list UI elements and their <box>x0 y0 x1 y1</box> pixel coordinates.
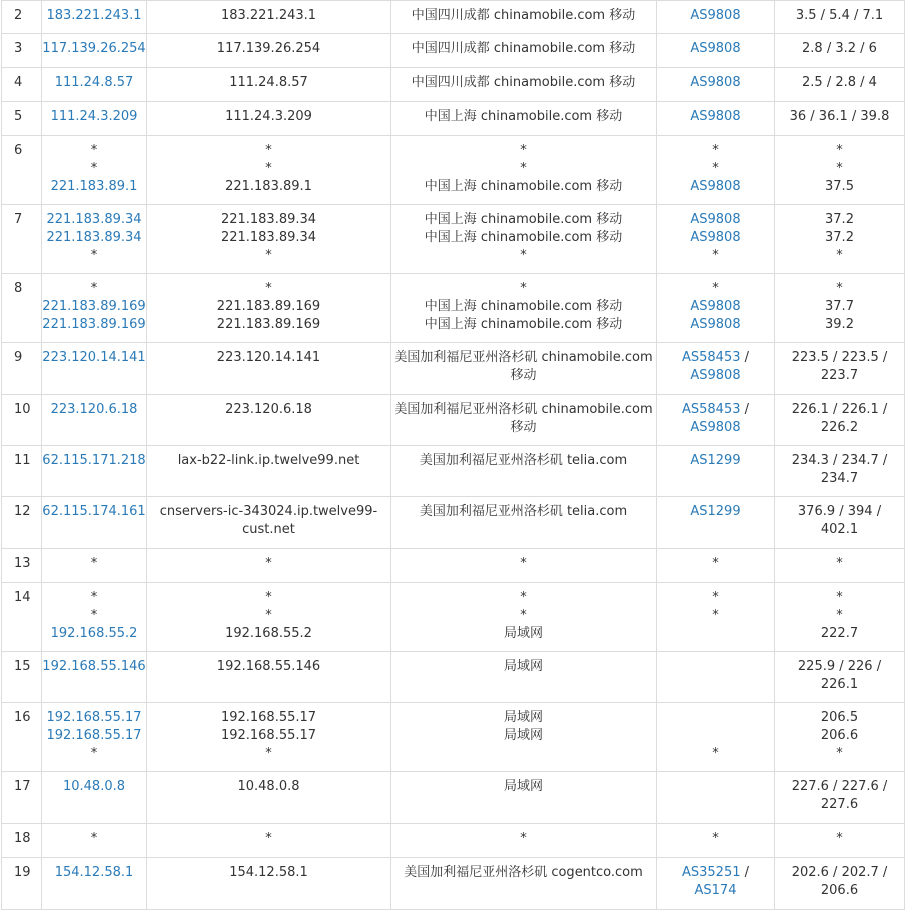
hostname-cell <box>147 772 391 824</box>
hop-row <box>2 343 905 395</box>
hostname: * <box>265 608 272 623</box>
location-cell <box>391 497 657 549</box>
hop-number: 4 <box>14 75 23 90</box>
hop-number: 5 <box>14 109 23 124</box>
asn-cell <box>657 136 775 205</box>
hop-row <box>2 1 905 34</box>
ip-address-cell <box>42 652 147 703</box>
location: * <box>520 608 527 623</box>
hostname-cell <box>147 858 391 910</box>
hostname: 111.24.3.209 <box>225 109 312 124</box>
location: 局域网 <box>503 626 543 641</box>
asn-link[interactable]: AS9808 <box>690 299 741 314</box>
latency-cell <box>775 68 905 102</box>
hop-number-cell <box>2 68 42 102</box>
asn-cell <box>657 652 775 703</box>
hop-number: 18 <box>14 831 31 846</box>
ip-address-cell <box>42 205 147 274</box>
ip-address[interactable]: 111.24.8.57 <box>54 75 134 90</box>
hop-number: 9 <box>14 350 23 365</box>
hop-row <box>2 34 905 68</box>
hostname: * <box>265 281 272 296</box>
hop-number-cell <box>2 858 42 910</box>
latency-cell <box>775 824 905 858</box>
ip-address: * <box>90 143 98 158</box>
asn-link[interactable]: AS1299 <box>690 453 741 468</box>
asn-cell <box>657 772 775 824</box>
hop-row <box>2 652 905 703</box>
hop-row <box>2 824 905 858</box>
hostname: 154.12.58.1 <box>229 865 308 880</box>
ip-address-cell <box>42 703 147 772</box>
latency-values: 202.6 / 202.7 / 206.6 <box>791 865 888 898</box>
hostname: 221.183.89.1 <box>225 179 312 194</box>
asn-cell <box>657 703 775 772</box>
ip-address[interactable]: 221.183.89.34 <box>46 212 142 227</box>
asn-link[interactable]: AS174 <box>694 883 737 898</box>
location-cell <box>391 395 657 446</box>
hop-number: 8 <box>14 281 23 296</box>
asn-link[interactable]: AS9808 <box>690 317 741 332</box>
hostname-cell <box>147 703 391 772</box>
asn-cell <box>657 549 775 583</box>
hostname: * <box>265 248 272 263</box>
asn-link[interactable]: AS35251 <box>681 865 741 880</box>
location: 美国加利福尼亚州洛杉矶 telia.com <box>419 453 628 468</box>
latency-cell <box>775 497 905 549</box>
latency-cell <box>775 102 905 136</box>
hop-number: 11 <box>14 453 31 468</box>
hostname: * <box>265 590 272 605</box>
hop-row <box>2 583 905 652</box>
location: 中国四川成都 chinamobile.com 移动 <box>411 41 636 56</box>
asn-cell <box>657 824 775 858</box>
ip-address: * <box>90 590 98 605</box>
location: * <box>520 143 527 158</box>
hop-row <box>2 703 905 772</box>
ip-address[interactable]: 62.115.171.218 <box>42 453 146 468</box>
asn-cell <box>657 343 775 395</box>
hop-number-cell <box>2 824 42 858</box>
hop-number: 7 <box>14 212 23 227</box>
latency-values: 225.9 / 226 / 226.1 <box>797 659 882 692</box>
hostname: 10.48.0.8 <box>237 779 300 794</box>
location-cell <box>391 583 657 652</box>
asn-cell <box>657 205 775 274</box>
hop-number-cell <box>2 497 42 549</box>
hostname-cell <box>147 497 391 549</box>
location-cell <box>391 652 657 703</box>
location <box>391 745 656 763</box>
hop-number-cell <box>2 274 42 343</box>
asn-link[interactable]: AS9808 <box>690 230 741 245</box>
ip-address-cell <box>42 824 147 858</box>
location-cell <box>391 68 657 102</box>
ip-address[interactable]: 192.168.55.146 <box>42 659 146 674</box>
hop-row <box>2 549 905 583</box>
asn-cell <box>657 395 775 446</box>
location-cell <box>391 274 657 343</box>
asn-cell <box>657 858 775 910</box>
hop-number-cell <box>2 583 42 652</box>
latency-values: 2.8 / 3.2 / 6 <box>802 41 877 56</box>
ip-address: * <box>90 161 98 176</box>
hostname: * <box>265 831 272 846</box>
hostname-cell <box>147 395 391 446</box>
asn-link[interactable]: AS9808 <box>690 420 741 435</box>
hostname-cell <box>147 583 391 652</box>
location: * <box>520 556 527 571</box>
hostname-cell <box>147 34 391 68</box>
asn-separator: / <box>740 350 749 365</box>
latency-values: 206.5 206.6 * <box>820 710 859 761</box>
hop-number-cell <box>2 1 42 34</box>
ip-address: * <box>90 608 98 623</box>
asn-cell <box>657 446 775 497</box>
asn-unknown: * <box>712 590 719 605</box>
hop-number-cell <box>2 205 42 274</box>
location-cell <box>391 549 657 583</box>
hop-number: 12 <box>14 504 31 519</box>
latency-cell <box>775 703 905 772</box>
ip-address-cell <box>42 68 147 102</box>
location: * <box>520 248 527 263</box>
hop-number: 19 <box>14 865 31 880</box>
location: 中国上海 chinamobile.com 移动 <box>424 212 623 227</box>
hop-number: 3 <box>14 41 23 56</box>
asn-link[interactable]: AS58453 <box>681 402 741 417</box>
hostname-cell <box>147 1 391 34</box>
ip-address-cell <box>42 395 147 446</box>
location-cell <box>391 772 657 824</box>
hostname-cell <box>147 343 391 395</box>
hop-number-cell <box>2 34 42 68</box>
location: 局域网 <box>503 779 543 794</box>
asn-link[interactable]: AS9808 <box>690 41 741 56</box>
latency-cell <box>775 772 905 824</box>
ip-address-cell <box>42 274 147 343</box>
hostname-cell <box>147 136 391 205</box>
hop-number-cell <box>2 772 42 824</box>
asn-cell <box>657 583 775 652</box>
latency-cell <box>775 343 905 395</box>
location: * <box>520 161 527 176</box>
ip-address[interactable]: 221.183.89.34 <box>46 230 142 245</box>
hostname-cell <box>147 68 391 102</box>
location-cell <box>391 446 657 497</box>
ip-address: * <box>90 831 98 846</box>
hostname: cnservers-ic-343024.ip.twelve99- cust.net <box>159 504 378 537</box>
asn-unknown: * <box>712 161 719 176</box>
asn-link[interactable]: AS9808 <box>690 8 741 23</box>
ip-address[interactable]: 221.183.89.1 <box>50 179 138 194</box>
hostname: lax-b22-link.ip.twelve99.net <box>177 453 360 468</box>
ip-address-cell <box>42 1 147 34</box>
traceroute-table <box>1 0 905 910</box>
ip-address-cell <box>42 446 147 497</box>
asn-separator: / <box>740 865 749 880</box>
ip-address[interactable]: 10.48.0.8 <box>62 779 126 794</box>
hop-number: 2 <box>14 8 23 23</box>
latency-values: 2.5 / 2.8 / 4 <box>802 75 877 90</box>
latency-cell <box>775 1 905 34</box>
hop-number-cell <box>2 549 42 583</box>
asn-unknown: * <box>712 746 719 761</box>
ip-address-cell <box>42 772 147 824</box>
latency-cell <box>775 274 905 343</box>
hostname-cell <box>147 446 391 497</box>
hop-number: 17 <box>14 779 31 794</box>
location-cell <box>391 205 657 274</box>
ip-address: * <box>90 281 98 296</box>
location: 中国上海 chinamobile.com 移动 <box>424 179 623 194</box>
hop-row <box>2 497 905 549</box>
latency-values: 376.9 / 394 / 402.1 <box>797 504 882 537</box>
latency-cell <box>775 446 905 497</box>
hostname: 221.183.89.34 <box>220 230 317 245</box>
ip-address[interactable]: 223.120.6.18 <box>50 402 138 417</box>
latency-cell <box>775 858 905 910</box>
hostname: 221.183.89.169 <box>216 317 321 332</box>
hop-row <box>2 858 905 910</box>
hop-number: 13 <box>14 556 31 571</box>
hostname: 192.168.55.2 <box>225 626 312 641</box>
asn-unknown: * <box>712 143 719 158</box>
asn-unknown: * <box>712 248 719 263</box>
hop-row <box>2 395 905 446</box>
location: * <box>520 590 527 605</box>
hostname: 117.139.26.254 <box>216 41 321 56</box>
location-cell <box>391 343 657 395</box>
location: * <box>520 281 527 296</box>
ip-address: * <box>90 746 98 761</box>
hop-number: 6 <box>14 143 23 158</box>
hostname-cell <box>147 652 391 703</box>
latency-values: * * 37.5 <box>825 143 854 194</box>
location: 美国加利福尼亚州洛杉矶 cogentco.com <box>404 865 643 880</box>
hostname-cell <box>147 102 391 136</box>
latency-values: * <box>836 831 843 846</box>
hostname: * <box>265 556 272 571</box>
latency-values: 37.2 37.2 * <box>825 212 854 263</box>
location-cell <box>391 703 657 772</box>
hostname: 221.183.89.169 <box>216 299 321 314</box>
location: 中国上海 chinamobile.com 移动 <box>424 317 623 332</box>
location: 中国上海 chinamobile.com 移动 <box>424 299 623 314</box>
location: 中国四川成都 chinamobile.com 移动 <box>411 75 636 90</box>
ip-address[interactable]: 221.183.89.169 <box>42 317 146 332</box>
latency-values: * * 222.7 <box>820 590 859 641</box>
hop-number: 15 <box>14 659 31 674</box>
hop-number: 14 <box>14 590 31 605</box>
hostname-cell <box>147 824 391 858</box>
asn-cell <box>657 68 775 102</box>
asn-link[interactable]: AS9808 <box>690 109 741 124</box>
hop-row <box>2 136 905 205</box>
ip-address: * <box>90 556 98 571</box>
ip-address[interactable]: 111.24.3.209 <box>50 109 138 124</box>
hop-row <box>2 772 905 824</box>
latency-values: 223.5 / 223.5 / 223.7 <box>791 350 888 383</box>
latency-values: 3.5 / 5.4 / 7.1 <box>795 8 884 23</box>
hostname: 183.221.243.1 <box>220 8 317 23</box>
latency-cell <box>775 652 905 703</box>
location-cell <box>391 1 657 34</box>
hostname-cell <box>147 205 391 274</box>
ip-address-cell <box>42 102 147 136</box>
location: 美国加利福尼亚州洛杉矶 chinamobile.com 移动 <box>394 350 653 383</box>
ip-address-cell <box>42 136 147 205</box>
asn-cell <box>657 102 775 136</box>
location: 中国上海 chinamobile.com 移动 <box>424 230 623 245</box>
latency-cell <box>775 34 905 68</box>
location-cell <box>391 34 657 68</box>
hostname-cell <box>147 549 391 583</box>
asn-link[interactable]: AS9808 <box>690 179 741 194</box>
hop-number-cell <box>2 102 42 136</box>
hostname-cell <box>147 274 391 343</box>
hostname: * <box>265 161 272 176</box>
location-cell <box>391 858 657 910</box>
latency-values: 226.1 / 226.1 / 226.2 <box>791 402 888 435</box>
location-cell <box>391 824 657 858</box>
hostname: 192.168.55.17 <box>220 710 317 725</box>
location-cell <box>391 136 657 205</box>
latency-values: * 37.7 39.2 <box>825 281 854 332</box>
asn-unknown: * <box>712 281 719 296</box>
hop-number-cell <box>2 395 42 446</box>
location-cell <box>391 102 657 136</box>
hop-number: 16 <box>14 710 31 725</box>
asn-link[interactable]: AS9808 <box>690 212 741 227</box>
hop-number-cell <box>2 652 42 703</box>
asn-link[interactable]: AS9808 <box>690 75 741 90</box>
hop-number: 10 <box>14 402 31 417</box>
latency-cell <box>775 136 905 205</box>
ip-address-cell <box>42 549 147 583</box>
latency-cell <box>775 583 905 652</box>
latency-values: 227.6 / 227.6 / 227.6 <box>791 779 888 812</box>
ip-address-cell <box>42 34 147 68</box>
latency-cell <box>775 205 905 274</box>
ip-address[interactable]: 223.120.14.141 <box>42 350 146 365</box>
hostname: 221.183.89.34 <box>220 212 317 227</box>
traceroute-body <box>2 1 905 910</box>
asn-link[interactable]: AS58453 <box>681 350 741 365</box>
ip-address-cell <box>42 343 147 395</box>
hop-row <box>2 274 905 343</box>
hostname: 223.120.6.18 <box>225 402 312 417</box>
asn-link[interactable]: AS1299 <box>690 504 741 519</box>
latency-values: * <box>836 556 843 571</box>
asn-separator: / <box>740 402 749 417</box>
location: 局域网 <box>503 659 543 674</box>
asn-cell <box>657 274 775 343</box>
ip-address[interactable]: 117.139.26.254 <box>42 41 146 56</box>
asn-cell <box>657 497 775 549</box>
ip-address-cell <box>42 497 147 549</box>
location: 局域网 <box>503 728 543 743</box>
asn-link[interactable]: AS9808 <box>690 368 741 383</box>
hop-row <box>2 102 905 136</box>
ip-address[interactable]: 154.12.58.1 <box>54 865 134 880</box>
hostname: 111.24.8.57 <box>229 75 308 90</box>
asn-unknown: * <box>712 556 719 571</box>
latency-cell <box>775 395 905 446</box>
location: 美国加利福尼亚州洛杉矶 chinamobile.com 移动 <box>394 402 653 435</box>
asn-cell <box>657 1 775 34</box>
location: 中国上海 chinamobile.com 移动 <box>424 109 623 124</box>
location: 美国加利福尼亚州洛杉矶 telia.com <box>419 504 628 519</box>
ip-address-cell <box>42 583 147 652</box>
ip-address-cell <box>42 858 147 910</box>
asn-unknown: * <box>712 831 719 846</box>
hop-number-cell <box>2 446 42 497</box>
location: 中国四川成都 chinamobile.com 移动 <box>411 8 636 23</box>
hop-row <box>2 205 905 274</box>
asn-unknown: * <box>712 608 719 623</box>
ip-address[interactable]: 183.221.243.1 <box>46 8 142 23</box>
hop-number-cell <box>2 703 42 772</box>
ip-address[interactable]: 192.168.55.2 <box>50 626 138 641</box>
ip-address[interactable]: 192.168.55.17 <box>46 710 142 725</box>
hostname: 192.168.55.17 <box>220 728 317 743</box>
hop-row <box>2 446 905 497</box>
hostname: * <box>265 746 272 761</box>
latency-cell <box>775 549 905 583</box>
asn-cell <box>657 34 775 68</box>
latency-values: 234.3 / 234.7 / 234.7 <box>791 453 888 486</box>
location: 局域网 <box>503 710 543 725</box>
hostname: 223.120.14.141 <box>216 350 321 365</box>
ip-address: * <box>90 248 98 263</box>
hop-row <box>2 68 905 102</box>
hop-number-cell <box>2 136 42 205</box>
ip-address[interactable]: 192.168.55.17 <box>46 728 142 743</box>
hop-number-cell <box>2 343 42 395</box>
hostname: * <box>265 143 272 158</box>
ip-address[interactable]: 221.183.89.169 <box>42 299 146 314</box>
location: * <box>520 831 527 846</box>
latency-values: 36 / 36.1 / 39.8 <box>789 109 890 124</box>
ip-address[interactable]: 62.115.174.161 <box>42 504 146 519</box>
hostname: 192.168.55.146 <box>216 659 321 674</box>
